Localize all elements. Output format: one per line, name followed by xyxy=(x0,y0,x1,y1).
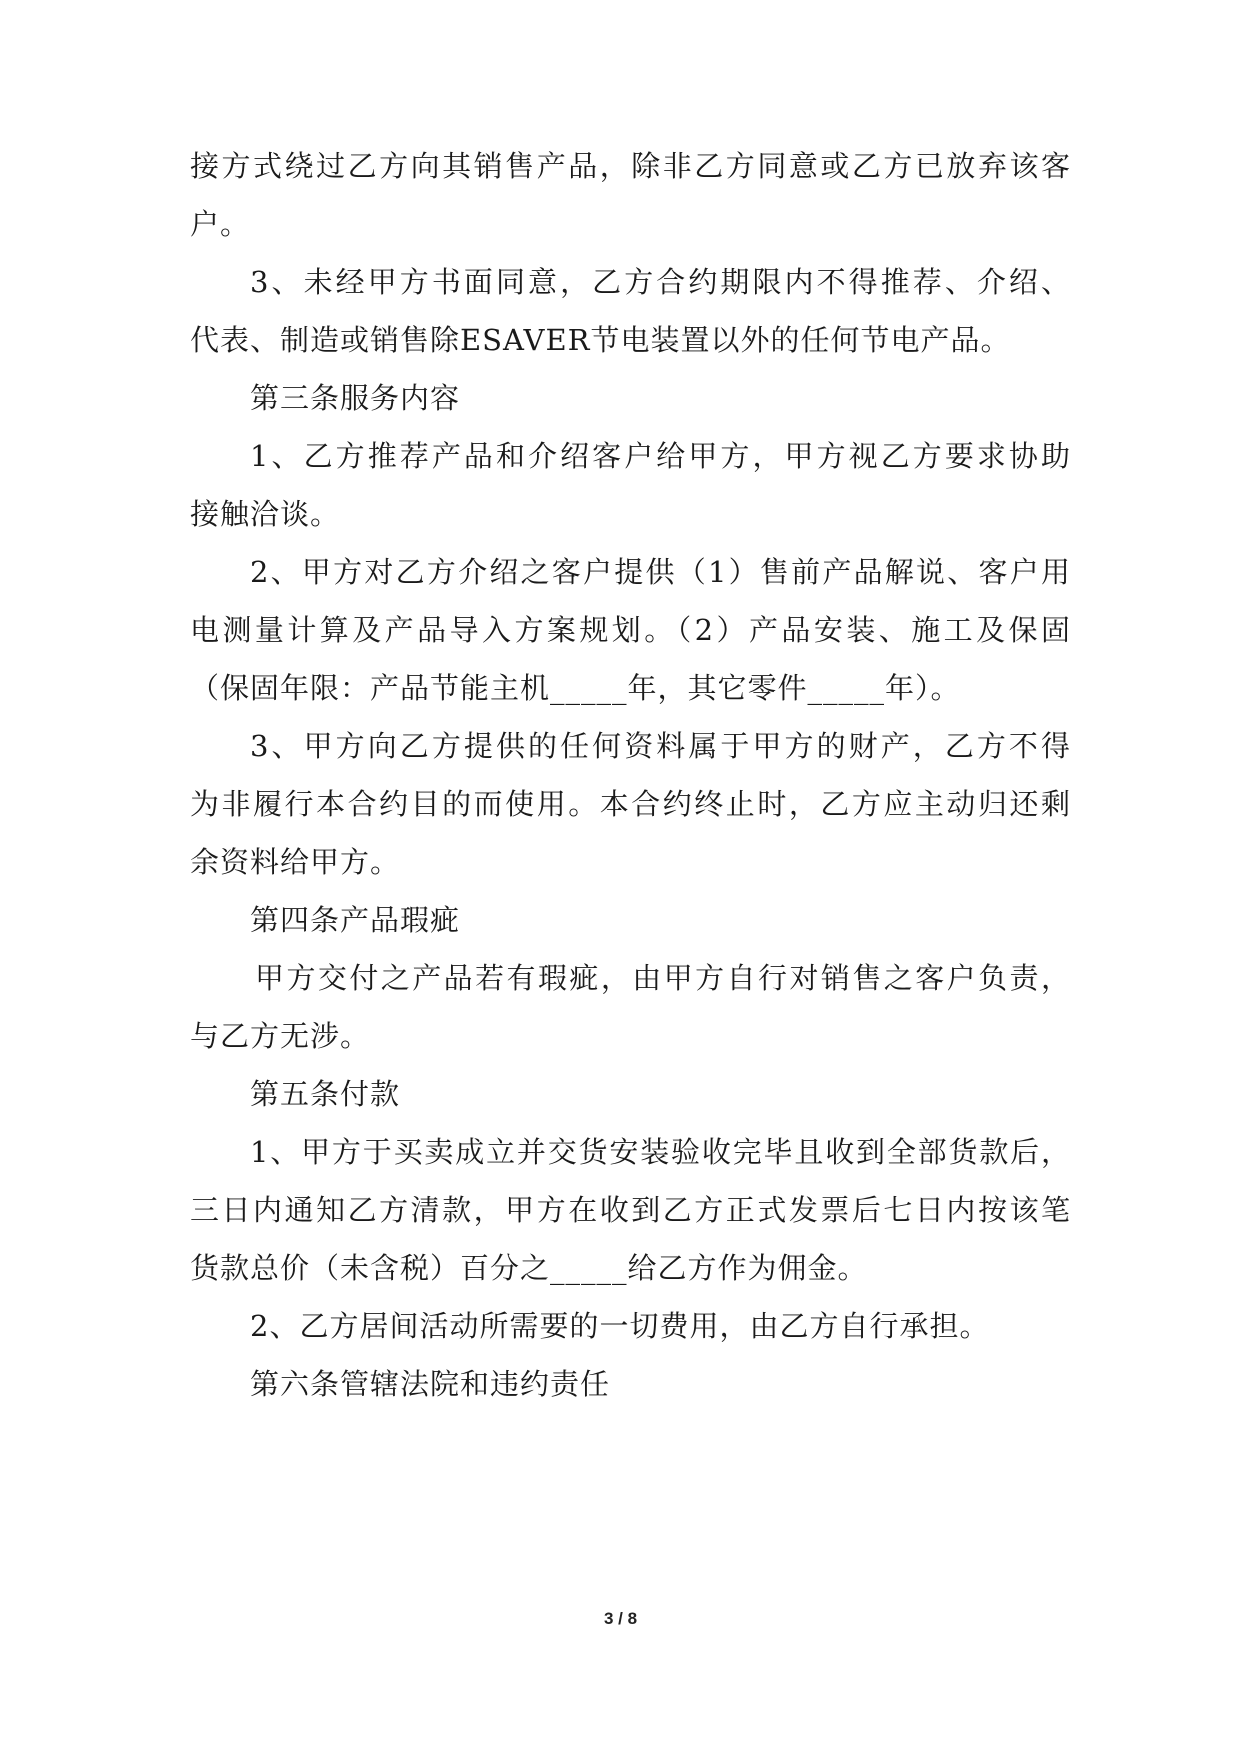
text-line: 2、乙方居间活动所需要的一切费用，由乙方自行承担。 xyxy=(250,1309,990,1343)
section-heading: 第四条产品瑕疵 xyxy=(250,903,461,937)
text-line: 1、乙方推荐产品和介绍客户给甲方，甲方视乙方要求协助 xyxy=(250,439,1070,473)
text-line: 货款总价（未含税）百分之_____给乙方作为佣金。 xyxy=(190,1251,868,1285)
text-line: 1、甲方于买卖成立并交货安装验收完毕且收到全部货款后， xyxy=(250,1135,1070,1169)
text-line: 余资料给甲方。 xyxy=(190,845,401,879)
text-line: 2、甲方对乙方介绍之客户提供（1）售前产品解说、客户用 xyxy=(250,555,1070,589)
text-line: 户。 xyxy=(190,207,251,241)
text-line: 三日内通知乙方清款，甲方在收到乙方正式发票后七日内按该笔 xyxy=(190,1193,1070,1227)
text-line: 为非履行本合约目的而使用。本合约终止时，乙方应主动归还剩 xyxy=(190,787,1070,821)
section-heading: 第五条付款 xyxy=(250,1077,401,1111)
text-line: 接方式绕过乙方向其销售产品，除非乙方同意或乙方已放弃该客 xyxy=(190,149,1070,183)
section-heading: 第六条管辖法院和违约责任 xyxy=(250,1367,611,1401)
page-number: 3 / 8 xyxy=(603,1609,638,1628)
text-line: 代表、制造或销售除ESAVER节电装置以外的任何节电产品。 xyxy=(190,323,1011,357)
text-line: 接触洽谈。 xyxy=(190,497,341,531)
text-line: 电测量计算及产品导入方案规划。（2）产品安装、施工及保固 xyxy=(190,613,1070,647)
text-line: （保固年限：产品节能主机_____年，其它零件_____年）。 xyxy=(190,671,961,705)
text-line: 3、未经甲方书面同意，乙方合约期限内不得推荐、介绍、 xyxy=(250,265,1070,299)
text-line: 与乙方无涉。 xyxy=(190,1019,371,1053)
section-heading: 第三条服务内容 xyxy=(250,381,461,415)
text-line: 甲方交付之产品若有瑕疵，由甲方自行对销售之客户负责， xyxy=(255,961,1070,995)
text-line: 3、甲方向乙方提供的任何资料属于甲方的财产，乙方不得 xyxy=(250,729,1070,763)
